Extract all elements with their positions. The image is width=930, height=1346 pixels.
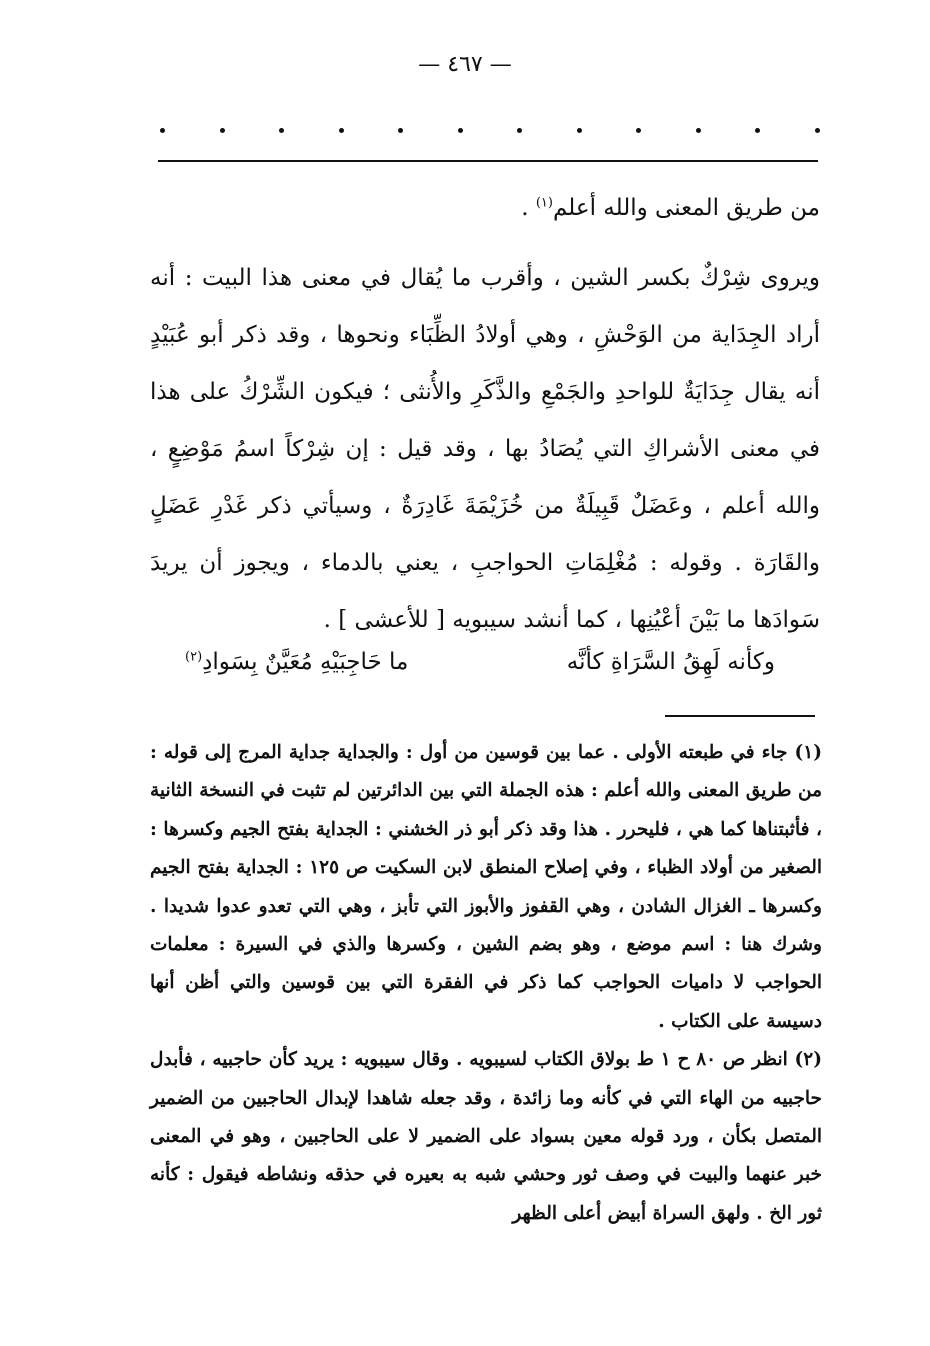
continuation-line: من طريق المعنى والله أعلم$^{(١)}$ . (521, 195, 820, 221)
main-paragraph: ويروى شِرْكٌ بكسر الشين ، وأقرب ما يُقال في معنى هذا البيت : أنه أراد الجِدَاية من الوَحْشِ ، وهي أولادُ الظِّبَاء ونحوها ، وقد ذكر أبو عُبَيْدٍ أنه يقال جِدَايَةٌ للواحدِ والجَمْعِ والذَّكَرِ والأُنثى ؛ فيكون الشِّرْكُ على هذا في معنى الأشراكِ التي يُصَادُ بها ، وقد قيل : إن شِرْكاً اسمُ مَوْضِعٍ ، والله أعلم ، وعَضَلٌ قَبِيلَةٌ من خُزَيْمَةَ غَادِرَةٌ ، وسيأتي ذكر غَدْرِ عَضَلٍ والقَارَة . وقوله : مُغْلِمَاتِ الحواجبِ ، يعني بالدماء ، ويجوز أن يريدَ سَوادَها ما بَيْنَ أعْيُنِها ، كما أنشد سيبويه [ للأعشى ] . (150, 265, 820, 633)
separator-dot (577, 128, 582, 133)
separator-dot (339, 128, 344, 133)
separator-dot (458, 128, 463, 133)
verse-second-hemistich (185, 642, 408, 682)
footnote-ref-2: (٢) (185, 649, 203, 665)
footnote-1: (١) جاء في طبعته الأولى . عما بين قوسين من أول : والجداية جداية المرج إلى قوله : من طريق المعنى والله أعلم : هذه الجملة التي بين الدائرتين لم تثبت في النسخة الثانية ، فأثبتناها كما هي ، فليحرر . هذا وقد ذكر أبو ذر الخشني : الجداية بفتح الجيم وكسرها : الصغير من أولاد الظباء ، وفي إصلاح المنطق لابن السكيت ص ١٢٥ : الجداية بفتح الجيم وكسرها ـ الغزال الشادن ، وهي القفوز والأبوز التي تأبز ، وهي التي تعدو عدوا شديدا . وشرك هنا : اسم موضع ، وهو بضم الشين ، وكسرها والذي في السيرة : معلمات الحواجب لا داميات الحواجب كما ذكر في الفقرة التي بين قوسين والتي أظن أنها دسيسة على الكتاب . (150, 742, 822, 1032)
separator-dot (696, 128, 701, 133)
main-text (150, 180, 820, 649)
separator-dot (398, 128, 403, 133)
verse-second-text: ما حَاجِبَيْهِ مُعَيَّنٌ بِسَوادِ (202, 649, 409, 675)
footnote-rule (665, 715, 815, 717)
separator-dot (517, 128, 522, 133)
separator-dot (636, 128, 641, 133)
footnote-ref-1: (١) (535, 195, 553, 211)
separator-dot (160, 128, 165, 133)
top-rule (158, 160, 818, 162)
separator-dot (755, 128, 760, 133)
separator-dot (279, 128, 284, 133)
separator-dot (815, 128, 820, 133)
page-number: — ٤٦٧ — (418, 52, 512, 77)
separator-dots (160, 128, 820, 133)
verse-line (185, 642, 775, 682)
footnote-2: (٢) انظر ص ٨٠ ح ١ ط بولاق الكتاب لسيبويه . وقال سيبويه : يريد كأن حاجبيه ، فأبدل حاجبيه من الهاء التي في كأنه وما زائدة ، وقد جعله شاهدا لإبدال الحاجبين من الضمير المتصل بكأن ، ورد قوله معين بسواد على الضمير لا على الحاجبين ، وهو في المعنى خبر عنهما والبيت في وصف ثور وحشي شبه به بعيره في حذقه ونشاطه فيقول : كأنه ثور الخ . ولهق السراة أبيض أعلى الظهر (150, 1049, 822, 1224)
verse-first-hemistich: وكأنه لَهِقُ السَّرَاةِ كأنَّه (566, 649, 775, 675)
separator-dot (220, 128, 225, 133)
footnotes (150, 734, 822, 1233)
continuation-text: من طريق المعنى والله أعلم (552, 195, 820, 221)
